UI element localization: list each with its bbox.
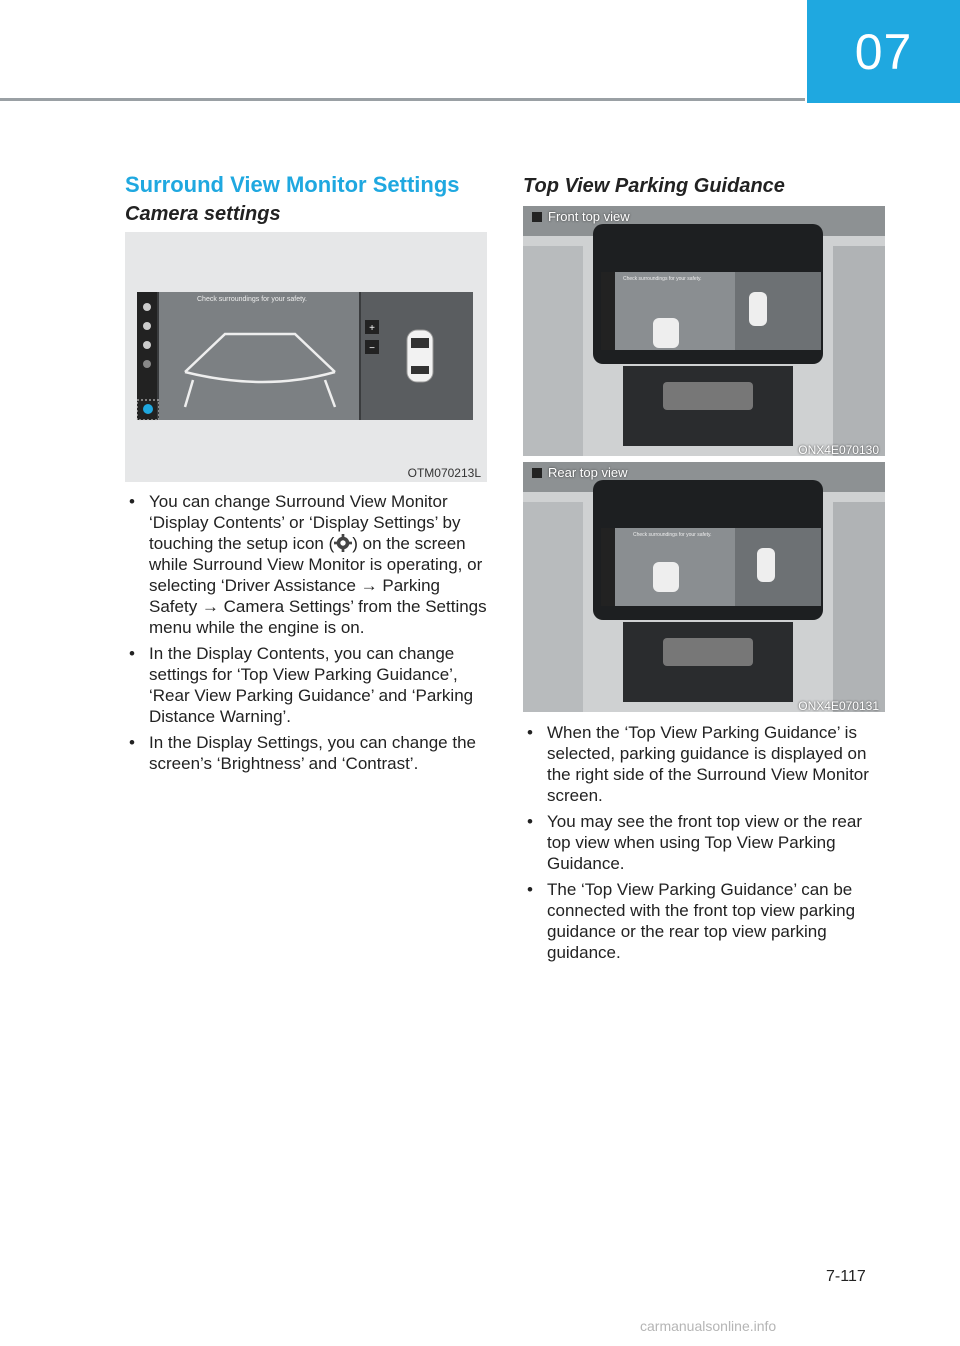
left-bullets (125, 491, 491, 779)
section-title: Surround View Monitor Settings (125, 172, 460, 197)
rear-view-illustration (523, 462, 885, 712)
bullet-text: You may see the front top view or the rear top view when using Top View Parking Guidance. (547, 812, 862, 873)
bullet-item (125, 643, 491, 727)
front-screen-banner: Check surroundings for your safety. (623, 276, 702, 282)
bullet-text: You can change Surround View Monitor ‘Display Contents’ or ‘Display Settings’ by touching the setup icon ( (149, 492, 461, 553)
camera-screen-banner: Check surroundings for your safety. (197, 296, 307, 303)
gear-icon (334, 534, 352, 552)
label-text: Front top view (548, 209, 630, 224)
bullet-text: In the Display Settings, you can change the screen’s ‘Brightness’ and ‘Contrast’. (149, 733, 476, 773)
rear-top-view-label (532, 465, 627, 480)
bullet-text: The ‘Top View Parking Guidance’ can be connected with the front top view parking guidance or the rear top view parking guidance. (547, 880, 856, 962)
figure-code: ONX4E070130 (798, 443, 879, 456)
figure-code: ONX4E070131 (798, 699, 879, 712)
bullet-item (523, 879, 889, 963)
bullet-text: In the Display Contents, you can change settings for ‘Top View Parking Guidance’, ‘Rear View Parking Guidance’ and ‘Parking Distance Warning’. (149, 644, 474, 726)
square-bullet-icon (532, 468, 542, 478)
bullet-item (523, 722, 889, 806)
right-bullets (523, 722, 889, 968)
camera-settings-figure (125, 232, 487, 482)
svg-text:+: + (369, 323, 375, 334)
bullet-item (523, 811, 889, 874)
rear-screen-banner: Check surroundings for your safety. (633, 532, 712, 538)
camera-screen-illustration (125, 232, 487, 482)
bullet-item (125, 732, 491, 774)
rear-top-view-figure (523, 462, 885, 712)
front-top-view-figure (523, 206, 885, 456)
svg-text:−: − (369, 343, 375, 354)
bullet-text: ) on the screen while Surround View Monitor is operating, or selecting ‘Driver Assistance → Parking Safety → Camera Settings’ from the Settings menu while the engine is on. (149, 534, 487, 637)
square-bullet-icon (532, 212, 542, 222)
label-text: Rear top view (548, 465, 628, 480)
watermark: carmanualsonline.info (640, 1318, 777, 1334)
figure-code: OTM070213L (407, 466, 481, 480)
sub-title: Camera settings (125, 203, 281, 225)
bullet-text: When the ‘Top View Parking Guidance’ is selected, parking guidance is displayed on the right side of the Surround View Monitor screen. (547, 723, 869, 805)
chapter-tab (807, 0, 960, 103)
bullet-item (125, 491, 491, 638)
front-top-view-label (532, 209, 630, 224)
right-section-title: Top View Parking Guidance (523, 175, 785, 197)
page-number: 7-117 (826, 1268, 866, 1285)
front-view-illustration (523, 206, 885, 456)
chapter-number: 07 (854, 23, 913, 80)
header-rule (0, 98, 805, 101)
